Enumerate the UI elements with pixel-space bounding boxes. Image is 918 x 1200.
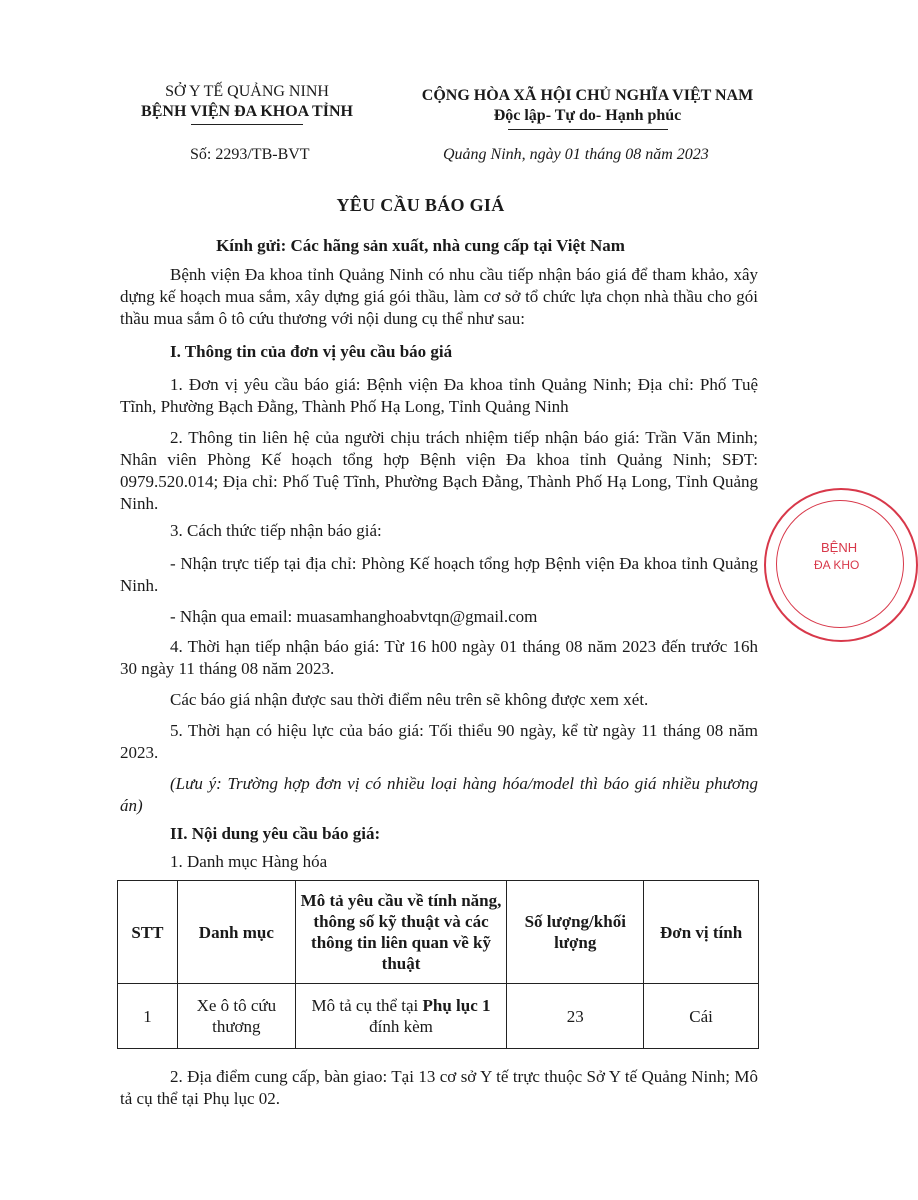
cell-description [295, 984, 507, 1049]
section1-item3b: - Nhận qua email: muasamhanghoabvtqn@gmail.com [170, 607, 538, 626]
intro-paragraph: Bệnh viện Đa khoa tỉnh Quảng Ninh có nhu cầu tiếp nhận báo giá để tham khảo, xây dựng kế hoạch mua sắm, xây dựng giá gói thầu, làm cơ sở tổ chức lựa chọn nhà thầu cho gói thầu mua sắm ô tô cứu thương với nội dung cụ thể như sau: [120, 265, 758, 328]
section2-subheading: 1. Danh mục Hàng hóa [170, 852, 328, 871]
document-number: Số: 2293/TB-BVT [190, 146, 310, 163]
official-stamp [764, 488, 918, 642]
recipient: Kính gửi: Các hãng sản xuất, nhà cung cấp tại Việt Nam [216, 236, 625, 255]
col-header-item: Danh mục [177, 881, 295, 984]
national-title: CỘNG HÒA XÃ HỘI CHỦ NGHĨA VIỆT NAM [421, 87, 754, 104]
goods-table [117, 880, 759, 1049]
section1-item2: 2. Thông tin liên hệ của người chịu trách nhiệm tiếp nhận báo giá: Trần Văn Minh; Nhân viên Phòng Kế hoạch tổng hợp Bệnh viện Đa khoa tỉnh Quảng Ninh; SĐT: 0979.520.014; Địa chỉ: Phố Tuệ Tĩnh, Phường Bạch Đằng, Thành Phố Hạ Long, Tỉnh Quảng Ninh. [120, 428, 758, 513]
section1-item3a: - Nhận trực tiếp tại địa chỉ: Phòng Kế hoạch tổng hợp Bệnh viện Đa khoa tỉnh Quảng Ninh. [120, 554, 758, 595]
issuer-department: SỞ Y TẾ QUẢNG NINH [165, 83, 329, 100]
desc-prefix: Mô tả cụ thể tại [311, 996, 423, 1015]
section2-item2: 2. Địa điểm cung cấp, bàn giao: Tại 13 cơ sở Y tế trực thuộc Sở Y tế Quảng Ninh; Mô tả cụ thể tại Phụ lục 02. [120, 1067, 758, 1108]
col-header-unit: Đơn vị tính [644, 881, 759, 984]
cell-item: Xe ô tô cứu thương [177, 984, 295, 1049]
issuer-block [112, 82, 382, 125]
section1-note: (Lưu ý: Trường hợp đơn vị có nhiều loại hàng hóa/model thì báo giá nhiều phương án) [120, 774, 758, 815]
issuer-underline [191, 124, 303, 125]
desc-suffix: đính kèm [369, 1017, 433, 1036]
stamp-line2: ĐA KHO [814, 558, 860, 572]
section1-item3: 3. Cách thức tiếp nhận báo giá: [170, 521, 382, 540]
section1-item4-note: Các báo giá nhận được sau thời điểm nêu trên sẽ không được xem xét. [170, 690, 649, 709]
section1-item1: 1. Đơn vị yêu cầu báo giá: Bệnh viện Đa khoa tỉnh Quảng Ninh; Địa chỉ: Phố Tuệ Tĩnh, Phường Bạch Đằng, Thành Phố Hạ Long, Tỉnh Quảng Ninh [120, 375, 758, 416]
desc-appendix: Phụ lục 1 [422, 996, 491, 1015]
col-header-stt: STT [118, 881, 178, 984]
col-header-quantity: Số lượng/khối lượng [507, 881, 644, 984]
cell-quantity: 23 [507, 984, 644, 1049]
cell-stt: 1 [118, 984, 178, 1049]
page-title: YÊU CẦU BÁO GIÁ [336, 195, 505, 215]
table-header-row [118, 881, 759, 984]
col-header-description: Mô tả yêu cầu về tính năng, thông số kỹ thuật và các thông tin liên quan về kỹ thuật [295, 881, 507, 984]
stamp-inner-ring [776, 500, 904, 628]
section1-item4: 4. Thời hạn tiếp nhận báo giá: Từ 16 h00 ngày 01 tháng 08 năm 2023 đến trước 16h 30 ngày 11 tháng 08 năm 2023. [120, 637, 758, 678]
national-motto-block [395, 86, 780, 130]
stamp-line1: BỆNH [821, 540, 858, 555]
document-date: Quảng Ninh, ngày 01 tháng 08 năm 2023 [443, 146, 709, 163]
section1-item5: 5. Thời hạn có hiệu lực của báo giá: Tối thiểu 90 ngày, kể từ ngày 11 tháng 08 năm 2023. [120, 721, 758, 762]
issuer-hospital: BỆNH VIỆN ĐA KHOA TỈNH [141, 103, 353, 120]
cell-unit: Cái [644, 984, 759, 1049]
table-row [118, 984, 759, 1049]
motto-underline [508, 129, 668, 130]
national-motto: Độc lập- Tự do- Hạnh phúc [493, 107, 682, 124]
section1-heading: I. Thông tin của đơn vị yêu cầu báo giá [170, 342, 453, 361]
section2-heading: II. Nội dung yêu cầu báo giá: [170, 824, 381, 843]
